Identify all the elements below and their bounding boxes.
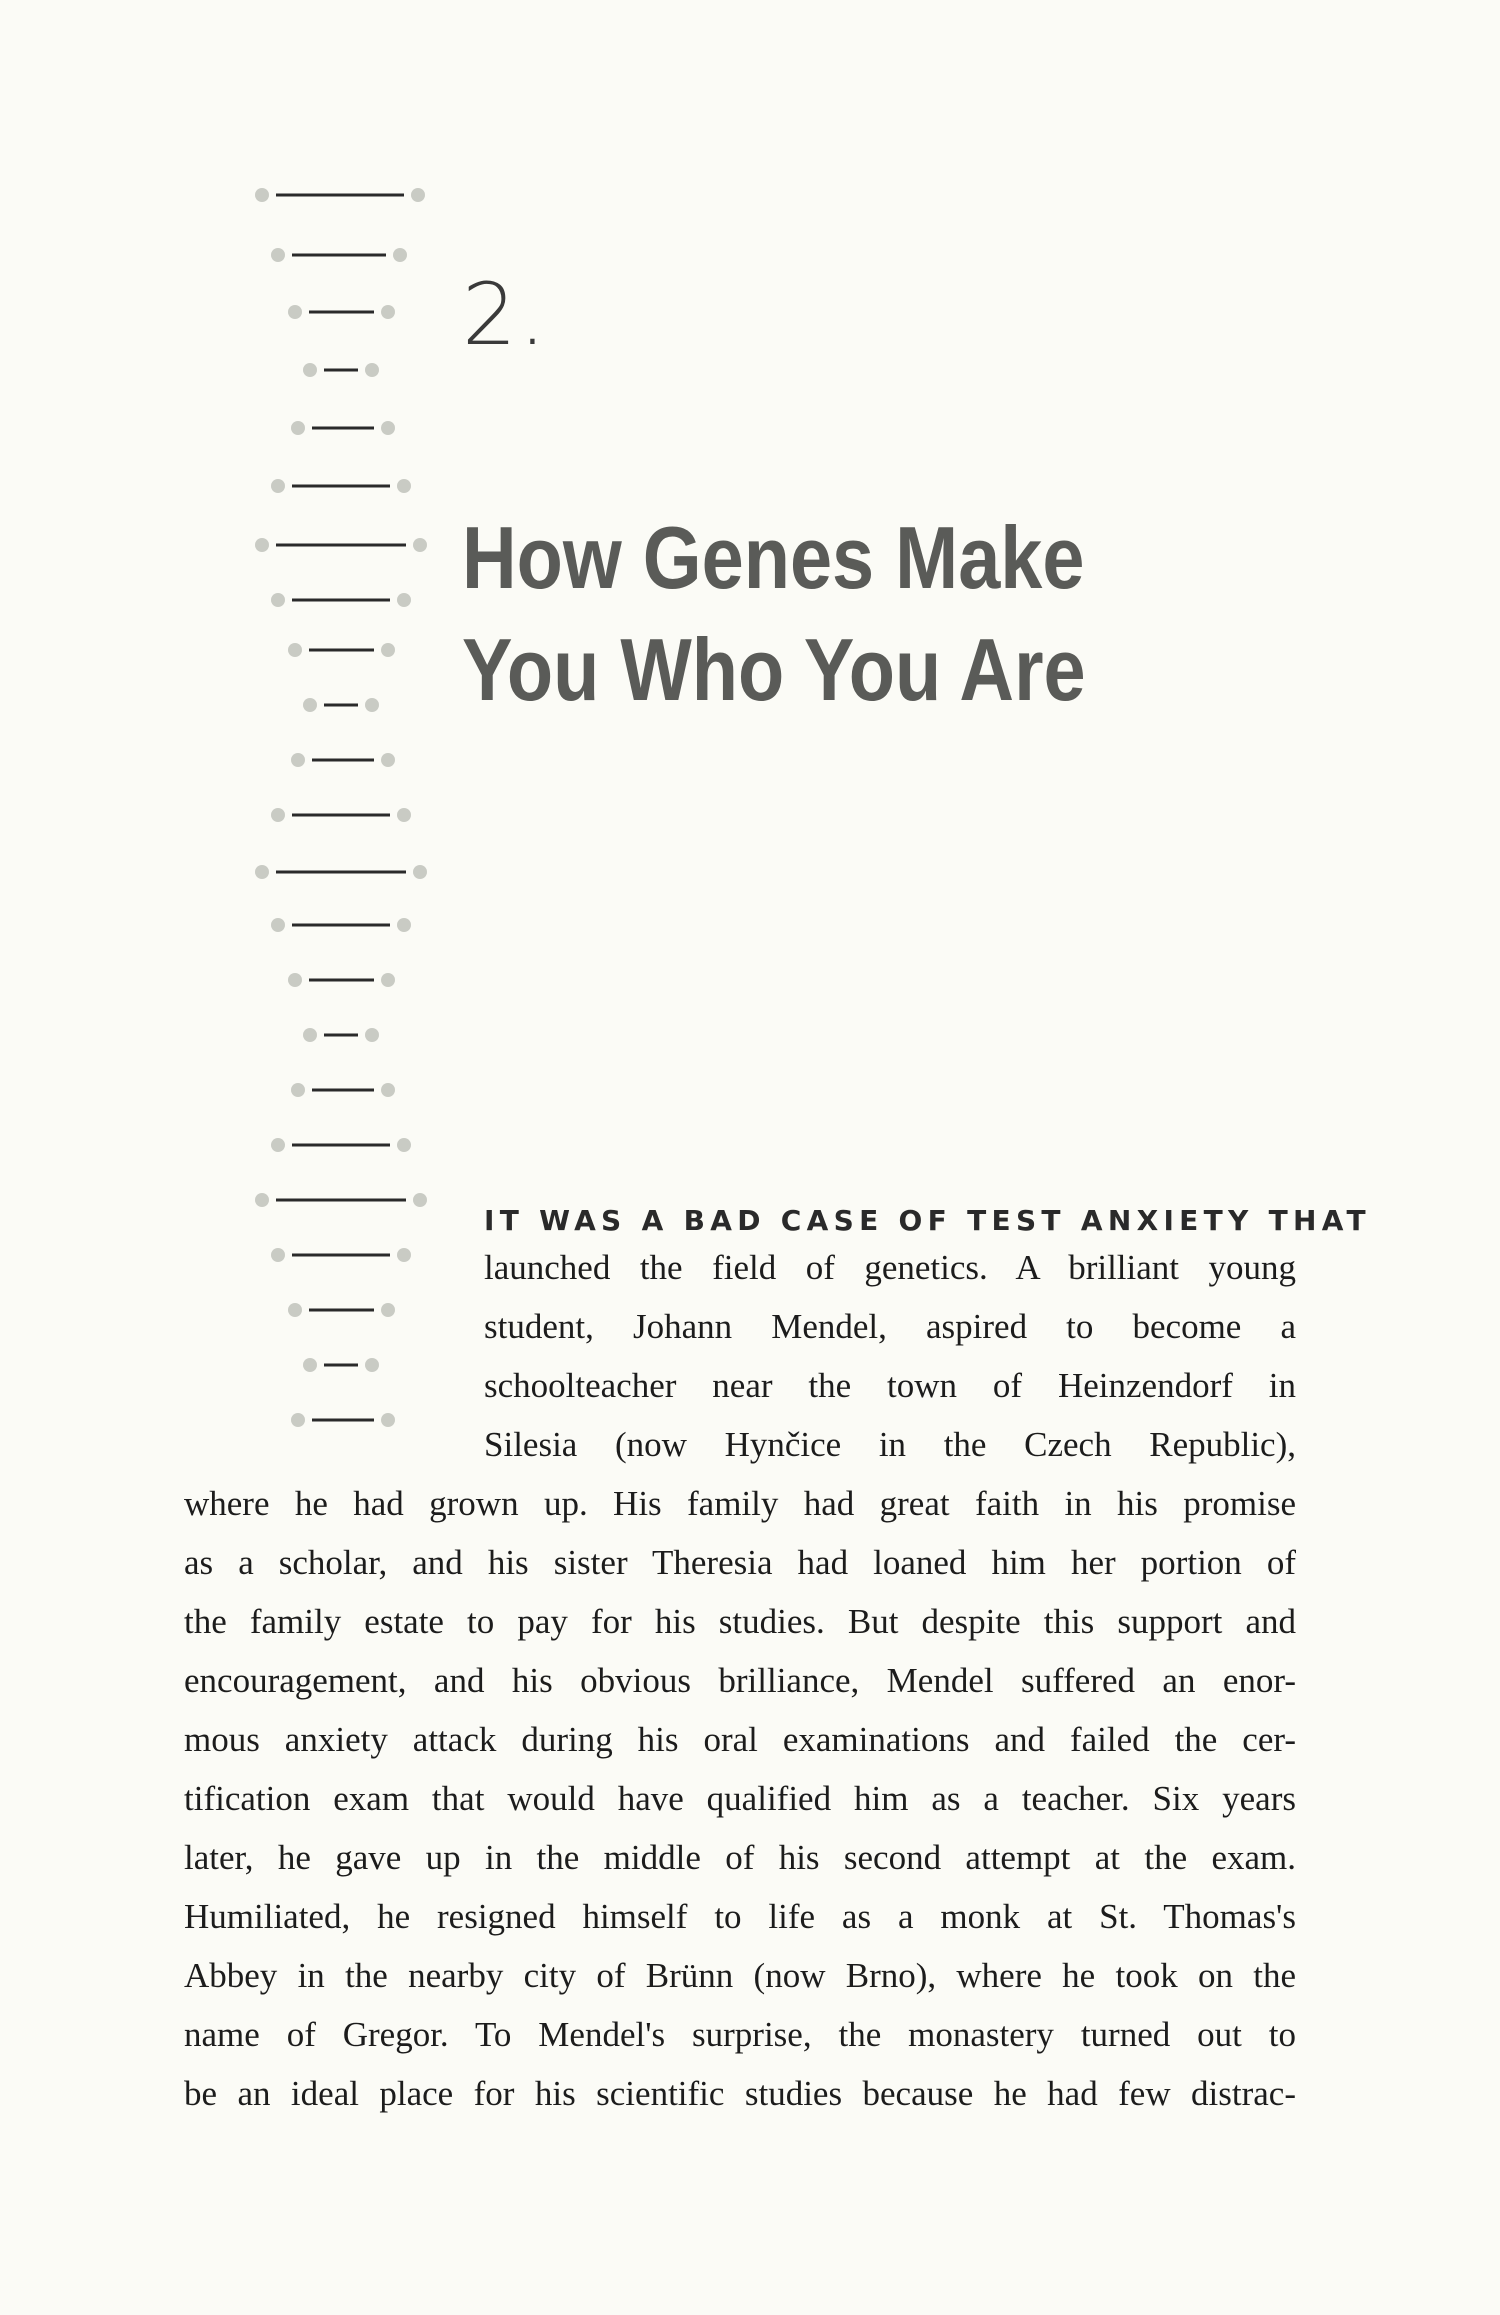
- dna-base-dot: [365, 698, 379, 712]
- dna-base-dot: [381, 1083, 395, 1097]
- dna-base-dot: [381, 643, 395, 657]
- body-line: where he had grown up. His family had great faith in his promise: [184, 1484, 1296, 1523]
- dna-base-dot: [255, 1193, 269, 1207]
- dna-base-dot: [397, 1248, 411, 1262]
- chapter-number: 2.: [462, 265, 549, 365]
- body-line: later, he gave up in the middle of his second attempt at the exam.: [184, 1838, 1296, 1877]
- dna-base-dot: [288, 973, 302, 987]
- dna-base-dot: [291, 1083, 305, 1097]
- dna-base-dot: [397, 479, 411, 493]
- dna-base-dot: [291, 1413, 305, 1427]
- dna-base-dot: [413, 538, 427, 552]
- dna-base-dot: [303, 698, 317, 712]
- dna-base-dot: [271, 593, 285, 607]
- dna-base-dot: [271, 1138, 285, 1152]
- dna-base-dot: [255, 538, 269, 552]
- dna-base-dot: [413, 1193, 427, 1207]
- body-line: student, Johann Mendel, aspired to become a: [484, 1307, 1296, 1346]
- dna-base-dot: [271, 248, 285, 262]
- dna-base-dot: [381, 421, 395, 435]
- dna-base-dot: [255, 188, 269, 202]
- body-line: launched the field of genetics. A brilliant young: [484, 1248, 1296, 1287]
- body-line: schoolteacher near the town of Heinzendorf in: [484, 1366, 1296, 1405]
- chapter-title-line-2: You Who You Are: [462, 620, 1086, 719]
- body-line: be an ideal place for his scientific studies because he had few distrac-: [184, 2074, 1296, 2113]
- dna-base-dot: [303, 1028, 317, 1042]
- body-line: mous anxiety attack during his oral examinations and failed the cer-: [184, 1720, 1296, 1759]
- dna-base-dot: [411, 188, 425, 202]
- dna-base-dot: [365, 1028, 379, 1042]
- dna-base-dot: [271, 918, 285, 932]
- body-line: tification exam that would have qualified him as a teacher. Six years: [184, 1779, 1296, 1818]
- dna-base-dot: [397, 808, 411, 822]
- dna-base-dot: [381, 753, 395, 767]
- chapter-title-line-1: How Genes Make: [462, 508, 1085, 607]
- dna-base-dot: [365, 363, 379, 377]
- dna-base-dot: [381, 1303, 395, 1317]
- dna-base-dot: [303, 363, 317, 377]
- body-line: name of Gregor. To Mendel's surprise, the monastery turned out to: [184, 2015, 1296, 2054]
- body-line: the family estate to pay for his studies. But despite this support and: [184, 1602, 1296, 1641]
- dna-base-dot: [291, 421, 305, 435]
- dna-ladder-ornament: [0, 0, 460, 1500]
- dna-base-dot: [381, 1413, 395, 1427]
- body-line: Silesia (now Hynčice in the Czech Republic),: [484, 1425, 1296, 1464]
- dna-base-dot: [291, 753, 305, 767]
- body-line: as a scholar, and his sister Theresia had loaned him her portion of: [184, 1543, 1296, 1582]
- dna-base-dot: [413, 865, 427, 879]
- dna-base-dot: [381, 305, 395, 319]
- dna-base-dot: [288, 305, 302, 319]
- body-line: Abbey in the nearby city of Brünn (now Brno), where he took on the: [184, 1956, 1296, 1995]
- dna-base-dot: [271, 808, 285, 822]
- lead-in-small-caps: IT WAS A BAD CASE OF TEST ANXIETY THAT: [484, 1204, 1371, 1237]
- body-line: encouragement, and his obvious brilliance, Mendel suffered an enor-: [184, 1661, 1296, 1700]
- dna-base-dot: [303, 1358, 317, 1372]
- dna-base-dot: [397, 1138, 411, 1152]
- dna-base-dot: [271, 479, 285, 493]
- dna-base-dot: [255, 865, 269, 879]
- dna-base-dot: [271, 1248, 285, 1262]
- chapter-title: [462, 502, 1086, 726]
- dna-base-dot: [288, 1303, 302, 1317]
- dna-base-dot: [365, 1358, 379, 1372]
- dna-base-dot: [397, 593, 411, 607]
- body-line: Humiliated, he resigned himself to life as a monk at St. Thomas's: [184, 1897, 1296, 1936]
- dna-base-dot: [393, 248, 407, 262]
- dna-base-dot: [288, 643, 302, 657]
- dna-base-dot: [381, 973, 395, 987]
- dna-base-dot: [397, 918, 411, 932]
